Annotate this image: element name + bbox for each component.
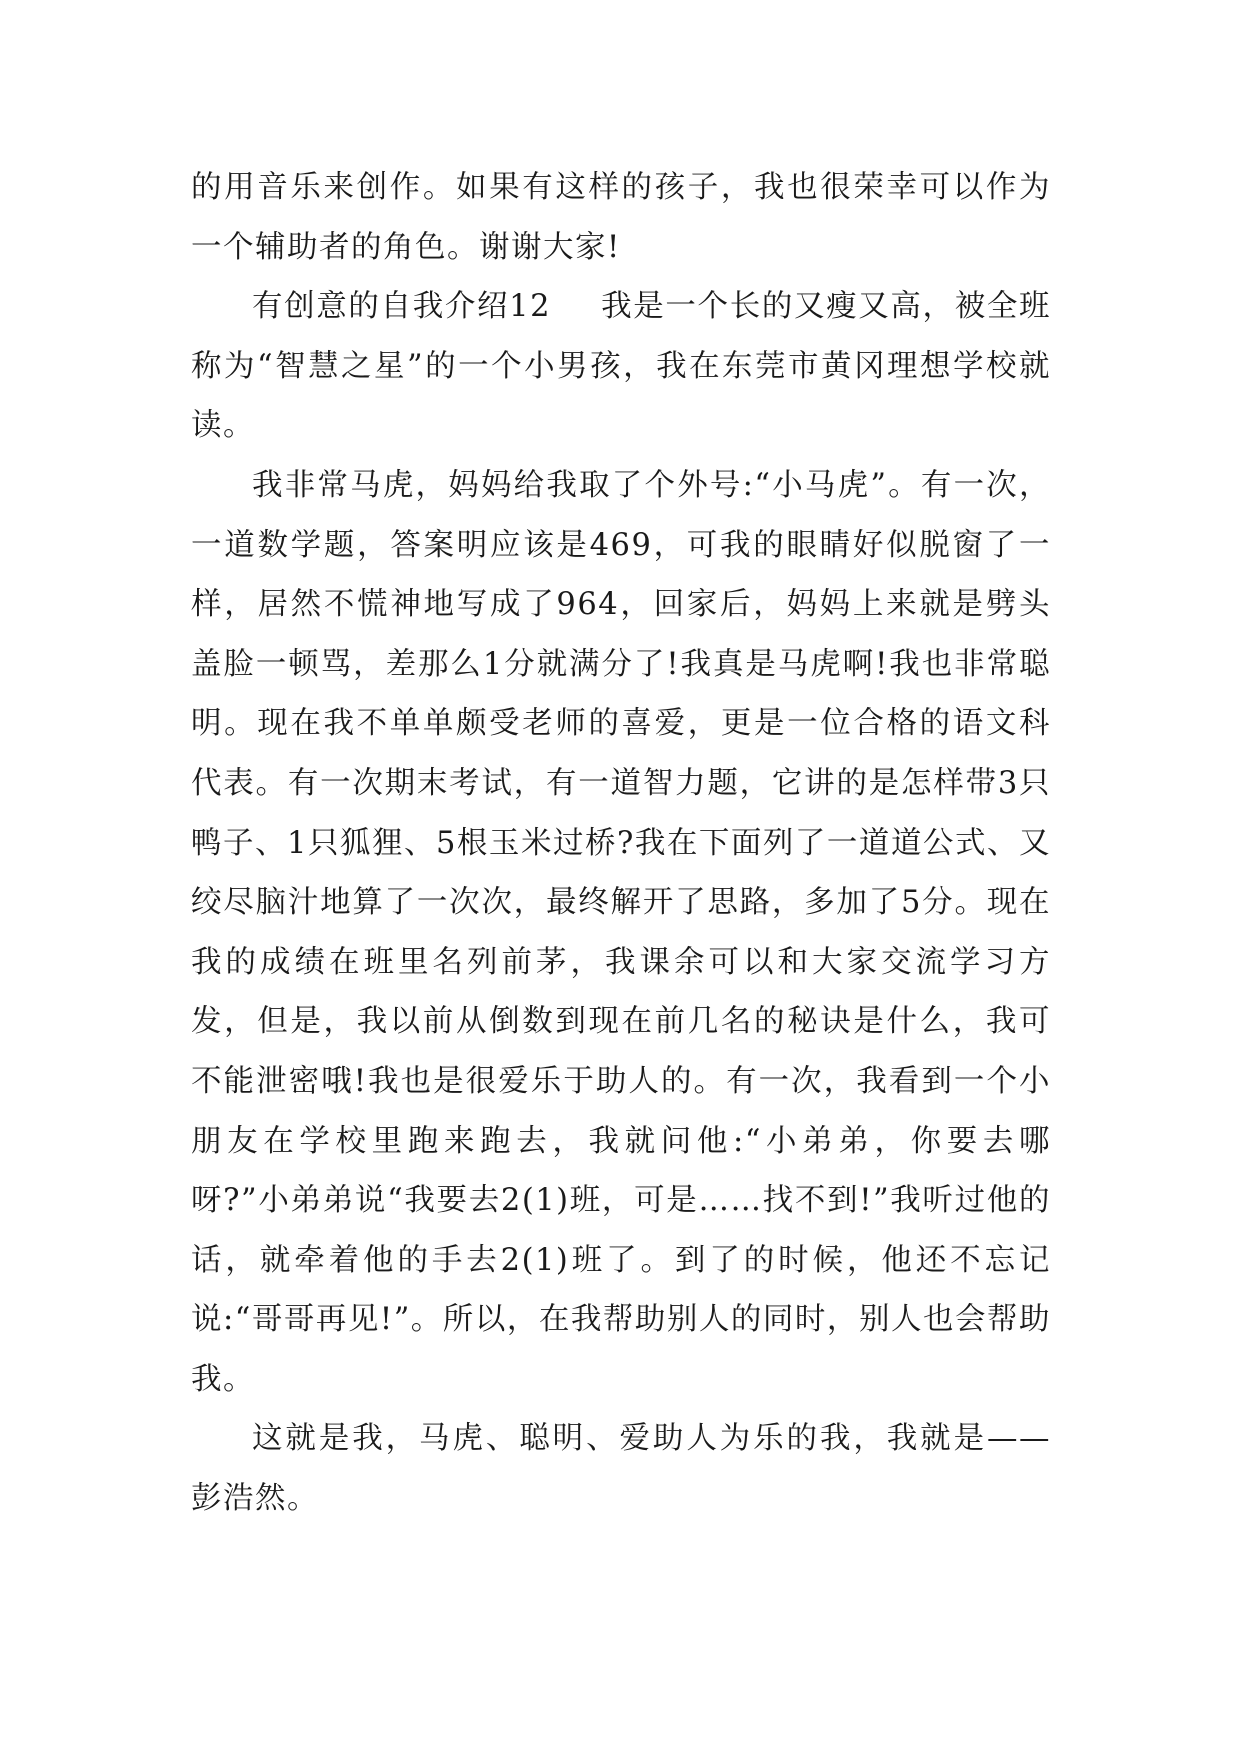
document-page <box>191 158 1051 1529</box>
intro-text: 我是一个长的又瘦又高，被全班称为“智慧之星”的一个小男孩，我在东莞市黄冈理想学校就读。 <box>191 289 1051 444</box>
paragraph-continuation: 的用音乐来创作。如果有这样的孩子，我也很荣幸可以作为一个辅助者的角色。谢谢大家! <box>191 170 1051 265</box>
paragraph-body: 我非常马虎，妈妈给我取了个外号:“小马虎”。有一次，一道数学题，答案明应该是469，可我的眼睛好似脱窗了一样，居然不慌神地写成了964，回家后，妈妈上来就是劈头盖脸一顿骂，差那么1分就满分了!我真是马虎啊!我也非常聪明。现在我不单单颇受老师的喜爱，更是一位合格的语文科代表。有一次期末考试，有一道智力题，它讲的是怎样带3只鸭子、1只狐狸、5根玉米过桥?我在下面列了一道道公式、又绞尽脑汁地算了一次次，最终解开了思路，多加了5分。现在我的成绩在班里名列前茅，我课余可以和大家交流学习方发，但是，我以前从倒数到现在前几名的秘诀是什么，我可不能泄密哦!我也是很爱乐于助人的。有一次，我看到一个小朋友在学校里跑来跑去，我就问他:“小弟弟，你要去哪呀?”小弟弟说“我要去2(1)班，可是……找不到!”我听过他的话，就牵着他的手去2(1)班了。到了的时候，他还不忘记说:“哥哥再见!”。所以，在我帮助别人的同时，别人也会帮助我。 <box>191 467 1051 1397</box>
section-heading: 有创意的自我介绍12 <box>252 289 551 325</box>
paragraph-conclusion: 这就是我，马虎、聪明、爱助人为乐的我，我就是——彭浩然。 <box>191 1421 1051 1517</box>
paragraph-intro <box>191 277 1051 456</box>
